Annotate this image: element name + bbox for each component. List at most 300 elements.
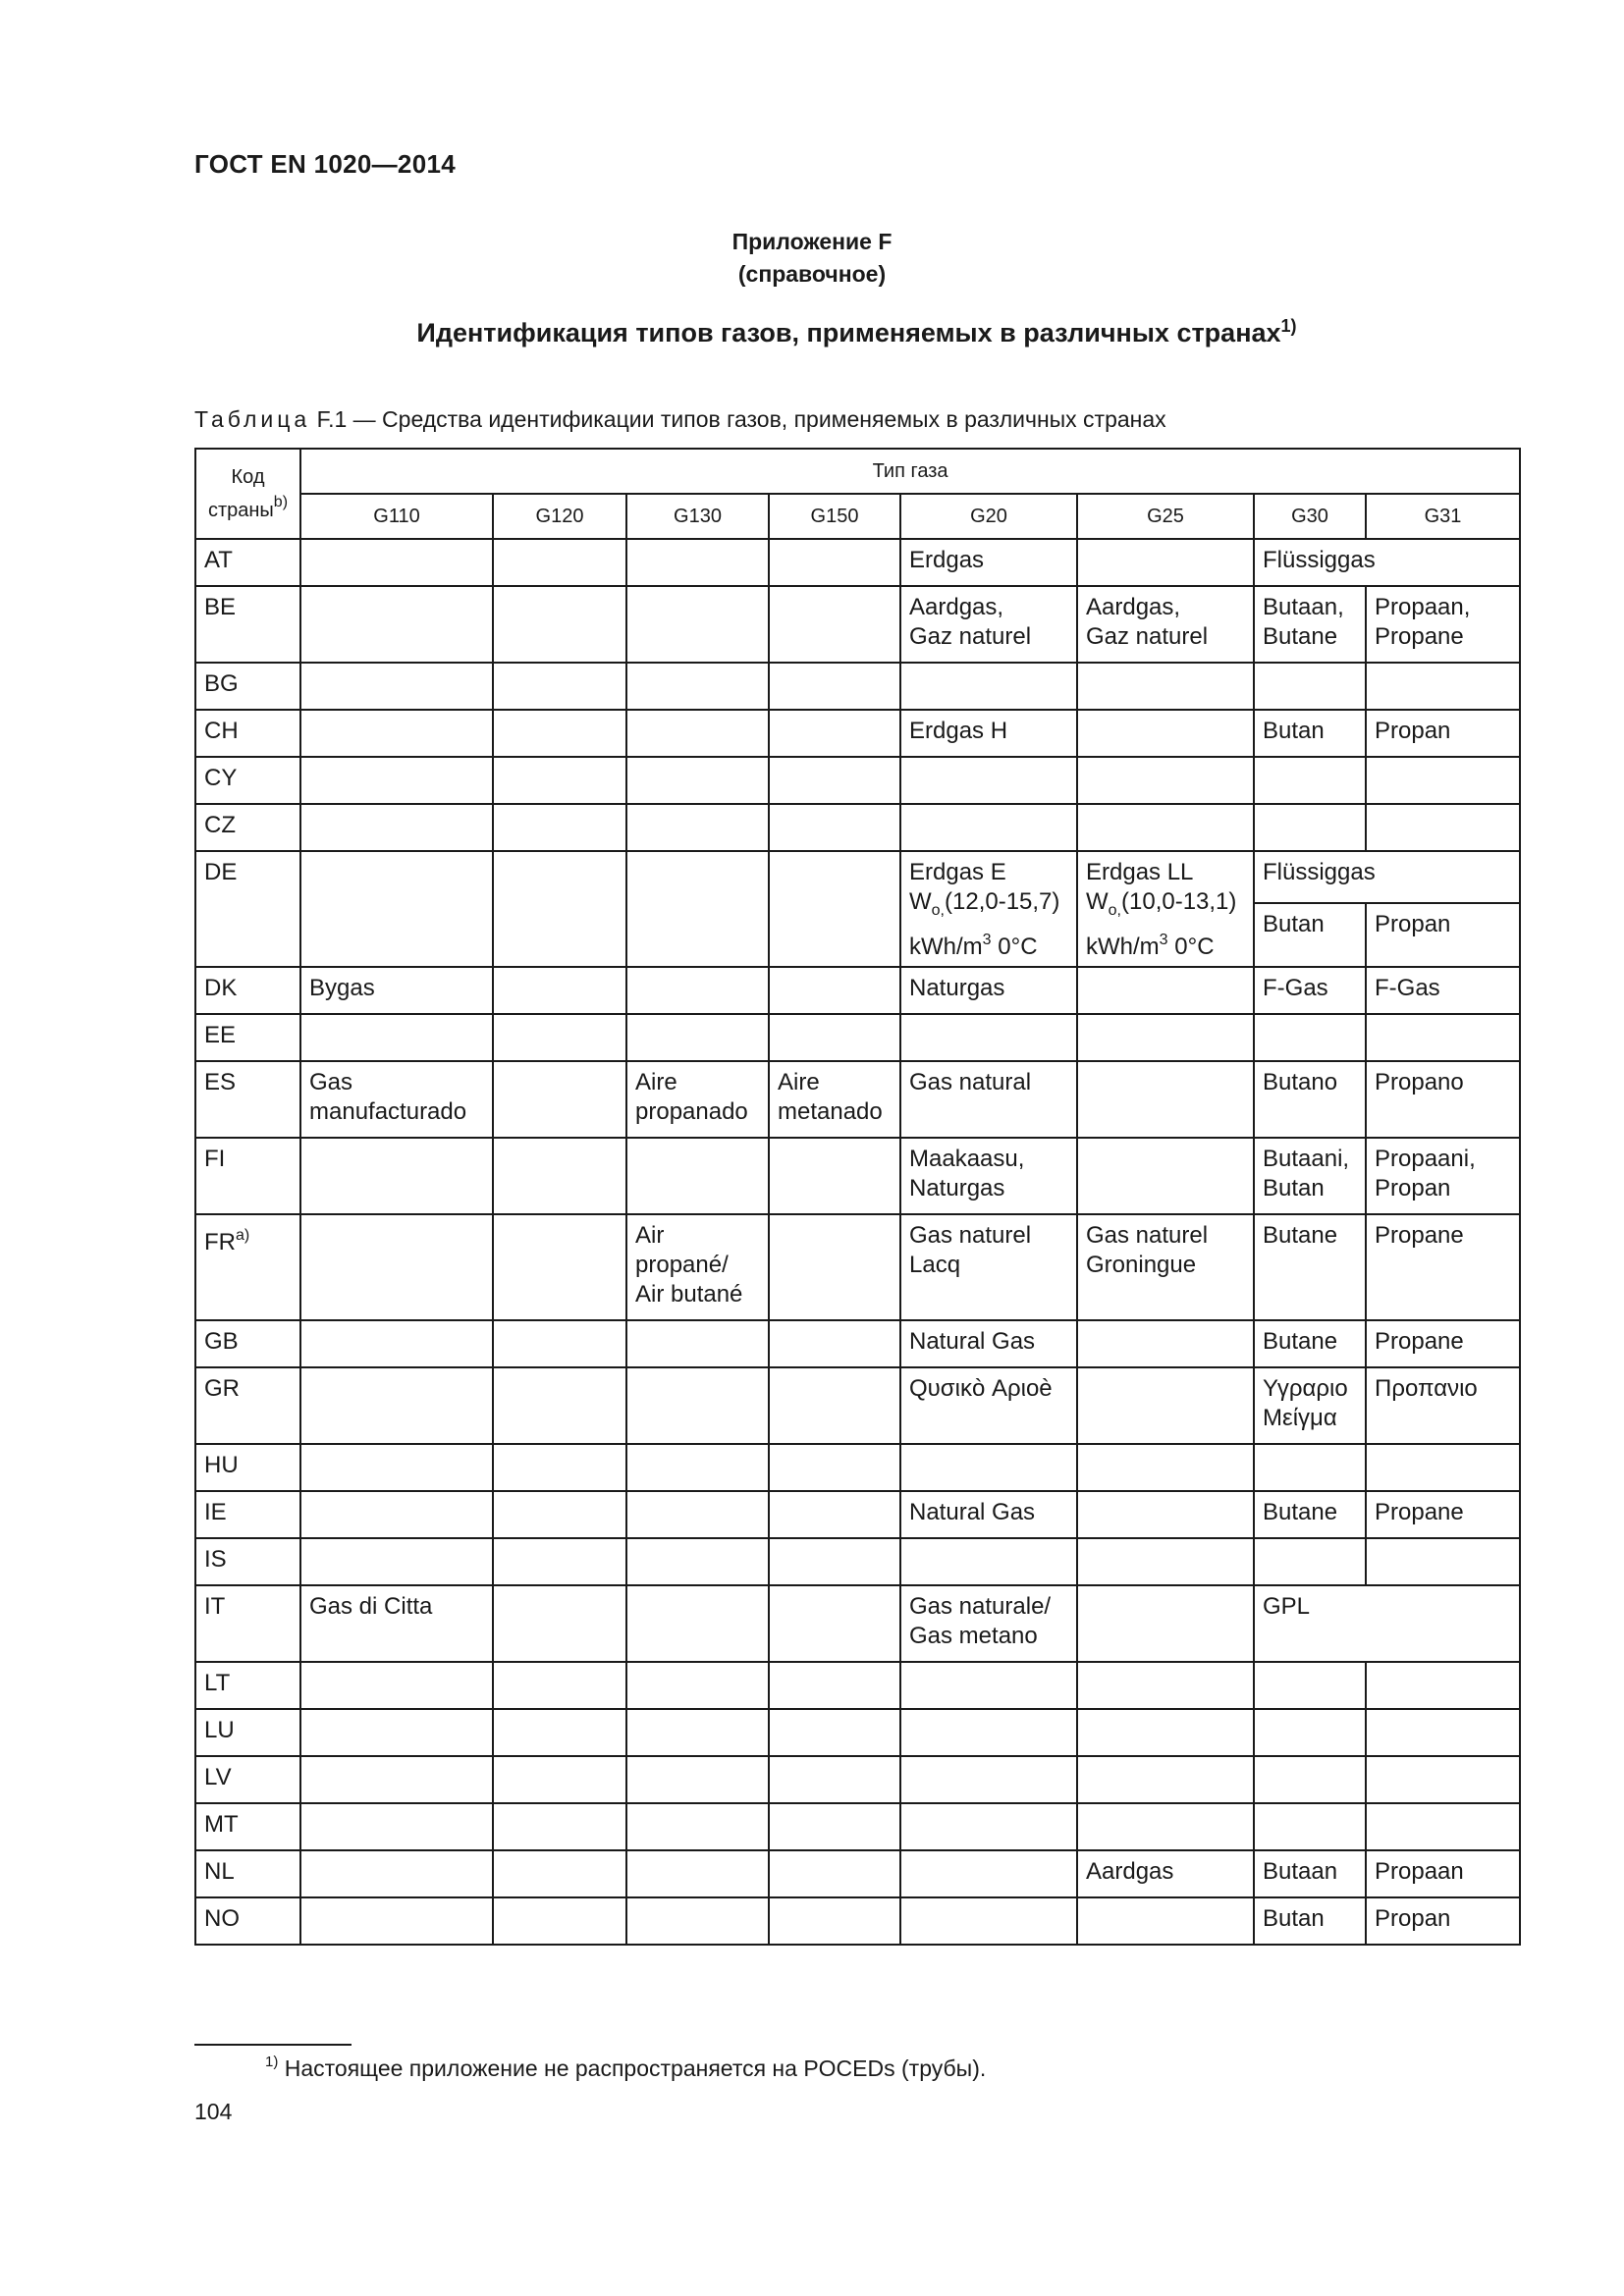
country-code bbox=[195, 804, 300, 851]
table-body bbox=[195, 539, 1520, 1945]
column-header: G20 bbox=[900, 494, 1077, 539]
cell-g110: Gas di Citta bbox=[300, 1585, 493, 1662]
country-code-text: AT bbox=[204, 547, 233, 573]
cell-g120 bbox=[493, 1320, 626, 1367]
cell-g150 bbox=[769, 1850, 900, 1897]
cell-g150 bbox=[769, 1367, 900, 1444]
cell-g30 bbox=[1254, 1538, 1366, 1585]
cell-g130 bbox=[626, 710, 769, 757]
cell-g30 bbox=[1254, 757, 1366, 804]
country-code bbox=[195, 710, 300, 757]
cell-g25 bbox=[1077, 1320, 1254, 1367]
cell-g25 bbox=[1077, 1585, 1254, 1662]
country-code bbox=[195, 1897, 300, 1945]
cell-g130 bbox=[626, 1444, 769, 1491]
country-code bbox=[195, 1138, 300, 1214]
unit-text: kWh/m bbox=[1086, 934, 1160, 960]
country-code-text: IE bbox=[204, 1499, 227, 1525]
country-code-text: DK bbox=[204, 975, 238, 1001]
footnote-divider bbox=[194, 2044, 352, 2046]
cell-g31: Propaan bbox=[1366, 1850, 1520, 1897]
cell-g150 bbox=[769, 1897, 900, 1945]
cell-g25 bbox=[1077, 1538, 1254, 1585]
cell-g25 bbox=[1077, 1709, 1254, 1756]
cell-g20: Gas naturale/ Gas metano bbox=[900, 1585, 1077, 1662]
cell-g120 bbox=[493, 1014, 626, 1061]
cell-g25 bbox=[1077, 663, 1254, 710]
wobbe-range: (12,0-15,7) bbox=[945, 888, 1060, 915]
cell-g120 bbox=[493, 1897, 626, 1945]
cell-g120 bbox=[493, 1709, 626, 1756]
cell-g120 bbox=[493, 1138, 626, 1214]
cell-g31: Propan bbox=[1366, 903, 1520, 967]
cell-g150 bbox=[769, 586, 900, 663]
cell-g130 bbox=[626, 1897, 769, 1945]
column-header: G120 bbox=[493, 494, 626, 539]
cell-g30: Butaani, Butan bbox=[1254, 1138, 1366, 1214]
cell-g130 bbox=[626, 586, 769, 663]
table-row bbox=[195, 1709, 1520, 1756]
cell-g31: F-Gas bbox=[1366, 967, 1520, 1014]
cell-g25 bbox=[1077, 1803, 1254, 1850]
cell-g110 bbox=[300, 1897, 493, 1945]
cell-g31: Propane bbox=[1366, 1491, 1520, 1538]
table-row bbox=[195, 1367, 1520, 1444]
cell-g120 bbox=[493, 1850, 626, 1897]
cell-g31 bbox=[1366, 804, 1520, 851]
caption-text: F.1 — Средства идентификации типов газов, применяемых в различных странах bbox=[310, 406, 1166, 432]
cell-g20: Natural Gas bbox=[900, 1320, 1077, 1367]
cell-g130 bbox=[626, 757, 769, 804]
column-header: G130 bbox=[626, 494, 769, 539]
cell-g31: Propane bbox=[1366, 1320, 1520, 1367]
cell-g30: Butan bbox=[1254, 710, 1366, 757]
cell-g30: Butaan, Butane bbox=[1254, 586, 1366, 663]
cell-g31 bbox=[1366, 1803, 1520, 1850]
cell-g120 bbox=[493, 710, 626, 757]
cell-lpg: GPL bbox=[1254, 1585, 1520, 1662]
cell-g130 bbox=[626, 851, 769, 967]
table-row bbox=[195, 1444, 1520, 1491]
unit-text: kWh/m bbox=[909, 934, 983, 960]
country-code bbox=[195, 586, 300, 663]
table-row bbox=[195, 586, 1520, 663]
table-row bbox=[195, 967, 1520, 1014]
table-row bbox=[195, 1320, 1520, 1367]
cell-g110 bbox=[300, 1662, 493, 1709]
cell-g130 bbox=[626, 1756, 769, 1803]
table-row bbox=[195, 804, 1520, 851]
cell-g150 bbox=[769, 1585, 900, 1662]
cell-g150 bbox=[769, 539, 900, 586]
country-code-text: CY bbox=[204, 765, 238, 791]
table-row bbox=[195, 1897, 1520, 1945]
table-row bbox=[195, 663, 1520, 710]
cell-g150 bbox=[769, 1491, 900, 1538]
cell-g150 bbox=[769, 967, 900, 1014]
cell-g30: Butaan bbox=[1254, 1850, 1366, 1897]
page-title-text: Идентификация типов газов, применяемых в различных странах bbox=[416, 318, 1281, 347]
table-caption bbox=[194, 406, 1166, 433]
cell-g150: Aire metanado bbox=[769, 1061, 900, 1138]
cell-g25 bbox=[1077, 967, 1254, 1014]
cell-g120 bbox=[493, 804, 626, 851]
cell-g20: Natural Gas bbox=[900, 1491, 1077, 1538]
cell-g30: Butane bbox=[1254, 1214, 1366, 1320]
table-header-row bbox=[195, 449, 1520, 494]
country-code bbox=[195, 1709, 300, 1756]
page-title bbox=[0, 316, 1624, 348]
cell-g20 bbox=[900, 804, 1077, 851]
cell-g30: Butane bbox=[1254, 1320, 1366, 1367]
cell-g20 bbox=[900, 757, 1077, 804]
country-code bbox=[195, 1756, 300, 1803]
cell-g20 bbox=[900, 1709, 1077, 1756]
cell-g25 bbox=[1077, 1014, 1254, 1061]
cell-g30 bbox=[1254, 1803, 1366, 1850]
cell-g20 bbox=[900, 1897, 1077, 1945]
cell-g31 bbox=[1366, 663, 1520, 710]
annex-type: (справочное) bbox=[737, 261, 887, 287]
cell-g25 bbox=[1077, 851, 1254, 967]
cell-g20 bbox=[900, 1850, 1077, 1897]
cell-g110 bbox=[300, 539, 493, 586]
cell-g25: Aardgas, Gaz naturel bbox=[1077, 586, 1254, 663]
cell-g31 bbox=[1366, 1014, 1520, 1061]
cell-g25 bbox=[1077, 1897, 1254, 1945]
cell-g30: Butano bbox=[1254, 1061, 1366, 1138]
cell-g150 bbox=[769, 1320, 900, 1367]
cell-g30 bbox=[1254, 1444, 1366, 1491]
cell-g110 bbox=[300, 1320, 493, 1367]
table-row bbox=[195, 710, 1520, 757]
cell-g110 bbox=[300, 1491, 493, 1538]
unit-suffix: 0°C bbox=[991, 934, 1038, 960]
country-code-header-text: Код страны bbox=[207, 466, 274, 521]
cell-g20: Qυσικò Αριοè bbox=[900, 1367, 1077, 1444]
table-row bbox=[195, 1803, 1520, 1850]
country-code bbox=[195, 663, 300, 710]
footnote bbox=[265, 2054, 986, 2082]
cell-g120 bbox=[493, 1803, 626, 1850]
cell-g150 bbox=[769, 1214, 900, 1320]
cell-g31 bbox=[1366, 1709, 1520, 1756]
cell-g130 bbox=[626, 1850, 769, 1897]
cell-g25 bbox=[1077, 1367, 1254, 1444]
cell-g120 bbox=[493, 757, 626, 804]
cell-g110 bbox=[300, 1709, 493, 1756]
country-code-text: BE bbox=[204, 594, 237, 620]
column-header: G110 bbox=[300, 494, 493, 539]
column-header: G150 bbox=[769, 494, 900, 539]
cell-g25 bbox=[1077, 1491, 1254, 1538]
country-code bbox=[195, 1803, 300, 1850]
table-row bbox=[195, 1214, 1520, 1320]
cell-g130: Air propané/ Air butané bbox=[626, 1214, 769, 1320]
country-code-text: MT bbox=[204, 1811, 239, 1838]
cell-g130 bbox=[626, 663, 769, 710]
cell-g130 bbox=[626, 1491, 769, 1538]
country-code-text: NL bbox=[204, 1858, 235, 1885]
country-code-text: HU bbox=[204, 1452, 239, 1478]
table-row bbox=[195, 1538, 1520, 1585]
cell-g120 bbox=[493, 851, 626, 967]
country-code bbox=[195, 1367, 300, 1444]
footnote-mark: 1) bbox=[265, 2054, 279, 2070]
table-row bbox=[195, 1061, 1520, 1138]
cell-g30: Butan bbox=[1254, 903, 1366, 967]
cell-g130 bbox=[626, 1803, 769, 1850]
cell-g31 bbox=[1366, 1662, 1520, 1709]
country-code-text: CZ bbox=[204, 812, 236, 838]
cell-g120 bbox=[493, 967, 626, 1014]
table-row bbox=[195, 1850, 1520, 1897]
cell-g20 bbox=[900, 1444, 1077, 1491]
cell-g130 bbox=[626, 1709, 769, 1756]
cell-g150 bbox=[769, 663, 900, 710]
cell-g20: Aardgas, Gaz naturel bbox=[900, 586, 1077, 663]
cell-g20: Erdgas bbox=[900, 539, 1077, 586]
cell-g150 bbox=[769, 1138, 900, 1214]
table-row bbox=[195, 539, 1520, 586]
cell-g110 bbox=[300, 1444, 493, 1491]
country-code bbox=[195, 1214, 300, 1320]
cell-g30: F-Gas bbox=[1254, 967, 1366, 1014]
standard-code: ГОСТ EN 1020—2014 bbox=[194, 149, 456, 179]
table-row bbox=[195, 1756, 1520, 1803]
country-code bbox=[195, 1491, 300, 1538]
cell-g150 bbox=[769, 851, 900, 967]
cell-g120 bbox=[493, 1061, 626, 1138]
cell-g150 bbox=[769, 1803, 900, 1850]
cell-g31 bbox=[1366, 757, 1520, 804]
country-code-text: IT bbox=[204, 1593, 226, 1620]
cell-g150 bbox=[769, 1709, 900, 1756]
unit-exponent: 3 bbox=[1159, 932, 1168, 948]
text-line: Erdgas LL bbox=[1086, 859, 1194, 885]
cell-g20 bbox=[900, 1803, 1077, 1850]
cell-g150 bbox=[769, 1444, 900, 1491]
country-code-text: DE bbox=[204, 859, 238, 885]
cell-g20: Erdgas H bbox=[900, 710, 1077, 757]
cell-g110 bbox=[300, 757, 493, 804]
country-note: a) bbox=[236, 1227, 250, 1244]
cell-g20: Naturgas bbox=[900, 967, 1077, 1014]
cell-g110 bbox=[300, 1538, 493, 1585]
cell-g120 bbox=[493, 1756, 626, 1803]
country-code bbox=[195, 757, 300, 804]
cell-g25 bbox=[1077, 1138, 1254, 1214]
cell-g110 bbox=[300, 1214, 493, 1320]
country-code bbox=[195, 1014, 300, 1061]
cell-g30 bbox=[1254, 663, 1366, 710]
cell-g120 bbox=[493, 1214, 626, 1320]
cell-g150 bbox=[769, 757, 900, 804]
country-code-note: b) bbox=[273, 494, 289, 510]
text-line: Erdgas E bbox=[909, 859, 1006, 885]
cell-g20: Gas naturel Lacq bbox=[900, 1214, 1077, 1320]
table-row bbox=[195, 1585, 1520, 1662]
cell-g20: Gas natural bbox=[900, 1061, 1077, 1138]
cell-g110: Bygas bbox=[300, 967, 493, 1014]
country-code bbox=[195, 851, 300, 967]
cell-g130 bbox=[626, 967, 769, 1014]
table-row bbox=[195, 757, 1520, 804]
cell-g25 bbox=[1077, 1756, 1254, 1803]
country-code-text: EE bbox=[204, 1022, 237, 1048]
cell-g130 bbox=[626, 1367, 769, 1444]
cell-g31 bbox=[1366, 1444, 1520, 1491]
cell-g31 bbox=[1366, 1538, 1520, 1585]
cell-g20: Maakaasu, Naturgas bbox=[900, 1138, 1077, 1214]
cell-g120 bbox=[493, 663, 626, 710]
country-code bbox=[195, 1850, 300, 1897]
country-code bbox=[195, 539, 300, 586]
country-code bbox=[195, 1061, 300, 1138]
cell-g150 bbox=[769, 1662, 900, 1709]
cell-g120 bbox=[493, 1538, 626, 1585]
wobbe-subscript: o, bbox=[931, 902, 945, 919]
country-code-text: GB bbox=[204, 1328, 239, 1355]
cell-g20 bbox=[900, 663, 1077, 710]
country-code-text: ES bbox=[204, 1069, 237, 1095]
cell-g120 bbox=[493, 539, 626, 586]
cell-g110 bbox=[300, 1850, 493, 1897]
cell-g120 bbox=[493, 1585, 626, 1662]
title-footnote-mark: 1) bbox=[1280, 316, 1297, 336]
unit-exponent: 3 bbox=[982, 932, 992, 948]
caption-label: Таблица bbox=[194, 406, 311, 432]
cell-g130 bbox=[626, 1662, 769, 1709]
cell-lpg: Flüssiggas bbox=[1254, 539, 1520, 586]
cell-g20 bbox=[900, 851, 1077, 967]
cell-g110 bbox=[300, 586, 493, 663]
cell-g30 bbox=[1254, 1014, 1366, 1061]
cell-g150 bbox=[769, 804, 900, 851]
table-row bbox=[195, 1138, 1520, 1214]
wobbe-range: (10,0-13,1) bbox=[1121, 888, 1237, 915]
column-header: G25 bbox=[1077, 494, 1254, 539]
cell-g120 bbox=[493, 1444, 626, 1491]
cell-g20 bbox=[900, 1014, 1077, 1061]
unit-suffix: 0°C bbox=[1167, 934, 1215, 960]
column-header: G30 bbox=[1254, 494, 1366, 539]
country-code-text: CH bbox=[204, 718, 239, 744]
cell-g30: Butan bbox=[1254, 1897, 1366, 1945]
country-code bbox=[195, 1320, 300, 1367]
cell-g31: Propaani, Propan bbox=[1366, 1138, 1520, 1214]
cell-g30: Υγραριο Μείγμα bbox=[1254, 1367, 1366, 1444]
cell-g31: Propan bbox=[1366, 710, 1520, 757]
cell-g120 bbox=[493, 1491, 626, 1538]
country-code bbox=[195, 1444, 300, 1491]
country-code bbox=[195, 967, 300, 1014]
cell-g20 bbox=[900, 1662, 1077, 1709]
column-header: G31 bbox=[1366, 494, 1520, 539]
cell-g150 bbox=[769, 1014, 900, 1061]
cell-g110 bbox=[300, 1803, 493, 1850]
country-code-text: LU bbox=[204, 1717, 235, 1743]
country-code bbox=[195, 1585, 300, 1662]
cell-g31: Προπανιο bbox=[1366, 1367, 1520, 1444]
cell-g110 bbox=[300, 1367, 493, 1444]
gas-type-header: Тип газа bbox=[300, 449, 1520, 494]
annex-label: Приложение F bbox=[731, 229, 893, 254]
cell-g30 bbox=[1254, 1662, 1366, 1709]
cell-g31: Propaan, Propane bbox=[1366, 586, 1520, 663]
footnote-text: Настоящее приложение не распространяется на POCEDs (трубы). bbox=[278, 2056, 987, 2081]
cell-g25 bbox=[1077, 539, 1254, 586]
country-code-text: NO bbox=[204, 1905, 240, 1932]
page-number: 104 bbox=[194, 2099, 233, 2124]
cell-g110 bbox=[300, 663, 493, 710]
annex-heading bbox=[0, 226, 1624, 291]
table-row bbox=[195, 1014, 1520, 1061]
cell-g25 bbox=[1077, 1061, 1254, 1138]
cell-g130 bbox=[626, 1138, 769, 1214]
country-code-header bbox=[195, 449, 300, 539]
gas-identification-table bbox=[194, 448, 1521, 1946]
cell-g110 bbox=[300, 1756, 493, 1803]
table-row bbox=[195, 1491, 1520, 1538]
cell-g130 bbox=[626, 804, 769, 851]
country-code bbox=[195, 1662, 300, 1709]
wobbe-subscript: o, bbox=[1108, 902, 1121, 919]
cell-g130 bbox=[626, 1014, 769, 1061]
cell-g25 bbox=[1077, 1444, 1254, 1491]
country-code-text: GR bbox=[204, 1375, 240, 1402]
cell-g150 bbox=[769, 1756, 900, 1803]
cell-lpg: Flüssiggas bbox=[1254, 851, 1520, 903]
table-row bbox=[195, 1662, 1520, 1709]
cell-g20 bbox=[900, 1538, 1077, 1585]
cell-g25 bbox=[1077, 757, 1254, 804]
cell-g130 bbox=[626, 1585, 769, 1662]
country-code bbox=[195, 1538, 300, 1585]
country-code-text: FI bbox=[204, 1146, 226, 1172]
table-row bbox=[195, 851, 1520, 903]
cell-g30: Butane bbox=[1254, 1491, 1366, 1538]
cell-g110: Gas manufacturado bbox=[300, 1061, 493, 1138]
cell-g25: Aardgas bbox=[1077, 1850, 1254, 1897]
country-code-text: FR bbox=[204, 1229, 236, 1255]
cell-g120 bbox=[493, 1367, 626, 1444]
cell-g31: Propane bbox=[1366, 1214, 1520, 1320]
cell-g150 bbox=[769, 1538, 900, 1585]
cell-g110 bbox=[300, 804, 493, 851]
cell-g25: Gas naturel Groningue bbox=[1077, 1214, 1254, 1320]
country-code-text: LV bbox=[204, 1764, 232, 1790]
wobbe-symbol: W bbox=[1086, 888, 1109, 915]
cell-g30 bbox=[1254, 1756, 1366, 1803]
cell-g25 bbox=[1077, 1662, 1254, 1709]
cell-g110 bbox=[300, 710, 493, 757]
wobbe-symbol: W bbox=[909, 888, 932, 915]
cell-g130 bbox=[626, 1320, 769, 1367]
cell-g130 bbox=[626, 1538, 769, 1585]
cell-g30 bbox=[1254, 804, 1366, 851]
cell-g150 bbox=[769, 710, 900, 757]
cell-g110 bbox=[300, 1014, 493, 1061]
country-code-text: BG bbox=[204, 670, 239, 697]
cell-g25 bbox=[1077, 804, 1254, 851]
table-subheader-row bbox=[195, 494, 1520, 539]
cell-g31: Propano bbox=[1366, 1061, 1520, 1138]
country-code-text: IS bbox=[204, 1546, 227, 1573]
cell-g25 bbox=[1077, 710, 1254, 757]
country-code-text: LT bbox=[204, 1670, 231, 1696]
cell-g20 bbox=[900, 1756, 1077, 1803]
